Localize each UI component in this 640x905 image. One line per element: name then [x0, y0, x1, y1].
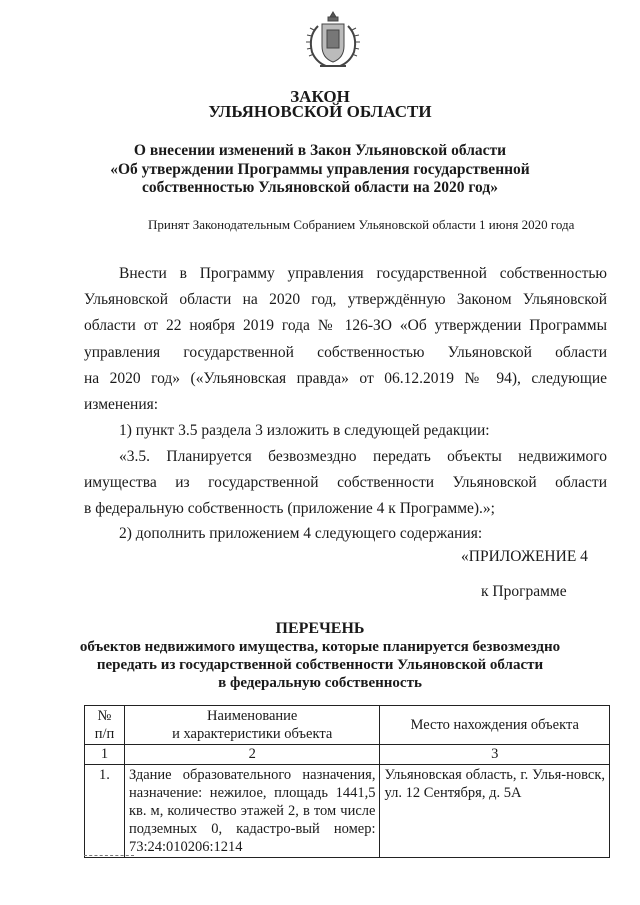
table-header-row — [85, 706, 610, 745]
amendment-item-2: 2) дополнить приложением 4 следующего содержания: — [119, 525, 483, 542]
header-name-line2: и характеристики объекта — [172, 726, 333, 742]
column-number: 3 — [380, 745, 610, 765]
header-num-line2: п/п — [94, 726, 115, 742]
law-subject-line1: О внесении изменений в Закон Ульяновской области — [133, 142, 507, 159]
header-num-line1: № — [97, 708, 112, 724]
table-column-number-row — [85, 745, 610, 765]
header-location: Место нахождения объекта — [380, 706, 610, 745]
header-name — [124, 706, 380, 745]
annex-label: «ПРИЛОЖЕНИЕ 4 — [461, 548, 588, 565]
accepted-date: Принят Законодательным Собранием Ульяновской области 1 июня 2020 года — [148, 217, 575, 232]
body-paragraph-line: изменения: — [84, 396, 159, 413]
body-paragraph-line: управления государственной собственностью Ульяновской области — [84, 344, 607, 361]
body-paragraph-line: области от 22 ноября 2019 года № 126-ЗО «Об утверждении Программы — [84, 317, 607, 334]
body-paragraph-line: Внести в Программу управления государственной собственностью — [119, 265, 607, 282]
law-subject-line2: «Об утверждении Программы управления государственной — [110, 161, 530, 178]
objects-table — [84, 705, 610, 858]
law-subject-line3: собственностью Ульяновской области на 2020 год» — [142, 179, 498, 196]
perechen-subtitle-line1: объектов недвижимого имущества, которые планируется безвозмездно — [79, 639, 561, 655]
header-name-line1: Наименование — [207, 708, 298, 724]
law-title-line2: УЛЬЯНОВСКОЙ ОБЛАСТИ — [208, 102, 432, 121]
column-number: 2 — [124, 745, 380, 765]
perechen-subtitle-line2: передать из государственной собственности Ульяновской области — [96, 657, 544, 673]
table-row — [85, 765, 610, 858]
coat-of-arms-emblem — [300, 8, 366, 72]
quote-line: имущества из государственной собственности Ульяновской области — [84, 474, 607, 491]
header-num — [85, 706, 125, 745]
perechen-heading: ПЕРЕЧЕНЬ — [275, 620, 365, 637]
body-paragraph-line: на 2020 год» («Ульяновская правда» от 06.12.2019 № 94), следующие — [84, 370, 607, 387]
perechen-subtitle-line3: в федеральную собственность — [218, 675, 422, 691]
law-title-line1: ЗАКОН — [290, 87, 350, 106]
amendment-item-1: 1) пункт 3.5 раздела 3 изложить в следующей редакции: — [119, 422, 490, 439]
object-description: Здание образовательного назначения, назначение: нежилое, площадь 1441,5 кв. м, количество этажей 2, в том числе подземных 0, кадастро-вый номер: 73:24:010206:1214 — [124, 765, 380, 858]
body-paragraph-line: Ульяновской области на 2020 год, утверждённую Законом Ульяновской — [84, 291, 607, 308]
page-cut-divider — [84, 855, 134, 856]
column-number: 1 — [85, 745, 125, 765]
row-number: 1. — [85, 765, 125, 858]
object-location: Ульяновская область, г. Улья-новск, ул. 12 Сентября, д. 5А — [380, 765, 610, 858]
quote-line: «3.5. Планируется безвозмездно передать объекты недвижимого — [119, 448, 607, 465]
quote-line: в федеральную собственность (приложение 4 к Программе).»; — [84, 500, 495, 517]
annex-to-program: к Программе — [481, 583, 567, 600]
